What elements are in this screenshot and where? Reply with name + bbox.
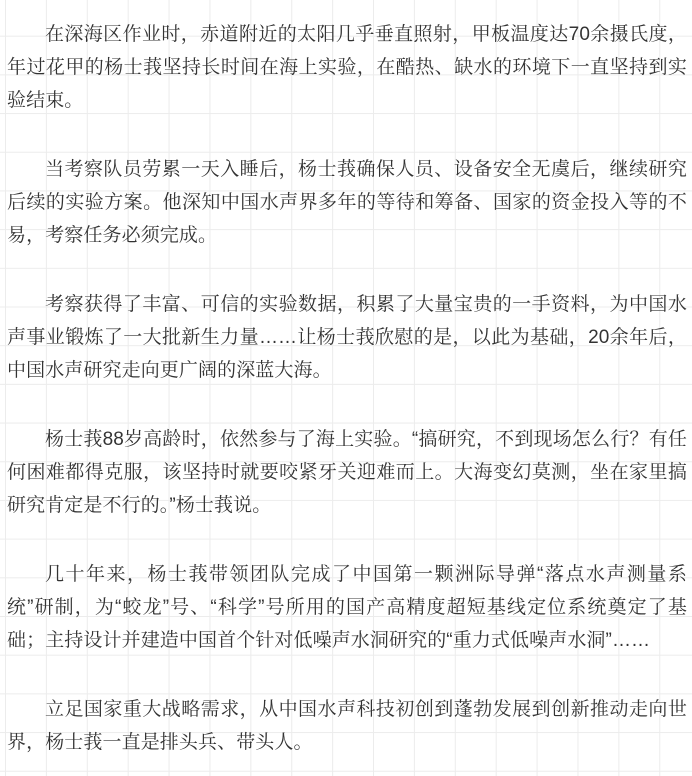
paragraph-achievements: 几十年来，杨士莪带领团队完成了中国第一颗洲际导弹“落点水声测量系统”研制，为“蛟龙”号、“科学”号所用的国产高精度超短基线定位系统奠定了基础；主持设计并建造中国首个针对低噪声水洞研究的“重力式低噪声水洞”…… xyxy=(7,564,687,651)
paragraph-expedition-data: 考察获得了丰富、可信的实验数据，积累了大量宝贵的一手资料，为中国水声事业锻炼了一大批新生力量……让杨士莪欣慰的是，以此为基础，20余年后，中国水声研究走向更广阔的深蓝大海。 xyxy=(7,294,687,381)
paragraph-deep-sea-heat: 在深海区作业时，赤道附近的太阳几乎垂直照射，甲板温度达70余摄氏度，年过花甲的杨士莪坚持长时间在海上实验，在酷热、缺水的环境下一直坚持到实验结束。 xyxy=(7,24,687,111)
article-text xyxy=(7,18,687,759)
paragraph-age-88-quote: 杨士莪88岁高龄时，依然参与了海上实验。“搞研究，不到现场怎么行？有任何困难都得克服，该坚持时就要咬紧牙关迎难而上。大海变幻莫测，坐在家里搞研究肯定是不行的。”杨士莪说。 xyxy=(7,429,687,516)
paragraph-night-research: 当考察队员劳累一天入睡后，杨士莪确保人员、设备安全无虞后，继续研究后续的实验方案。他深知中国水声界多年的等待和筹备、国家的资金投入等的不易，考察任务必须完成。 xyxy=(7,159,687,246)
paragraph-national-strategy: 立足国家重大战略需求，从中国水声科技初创到蓬勃发展到创新推动走向世界，杨士莪一直是排头兵、带头人。 xyxy=(7,699,687,753)
